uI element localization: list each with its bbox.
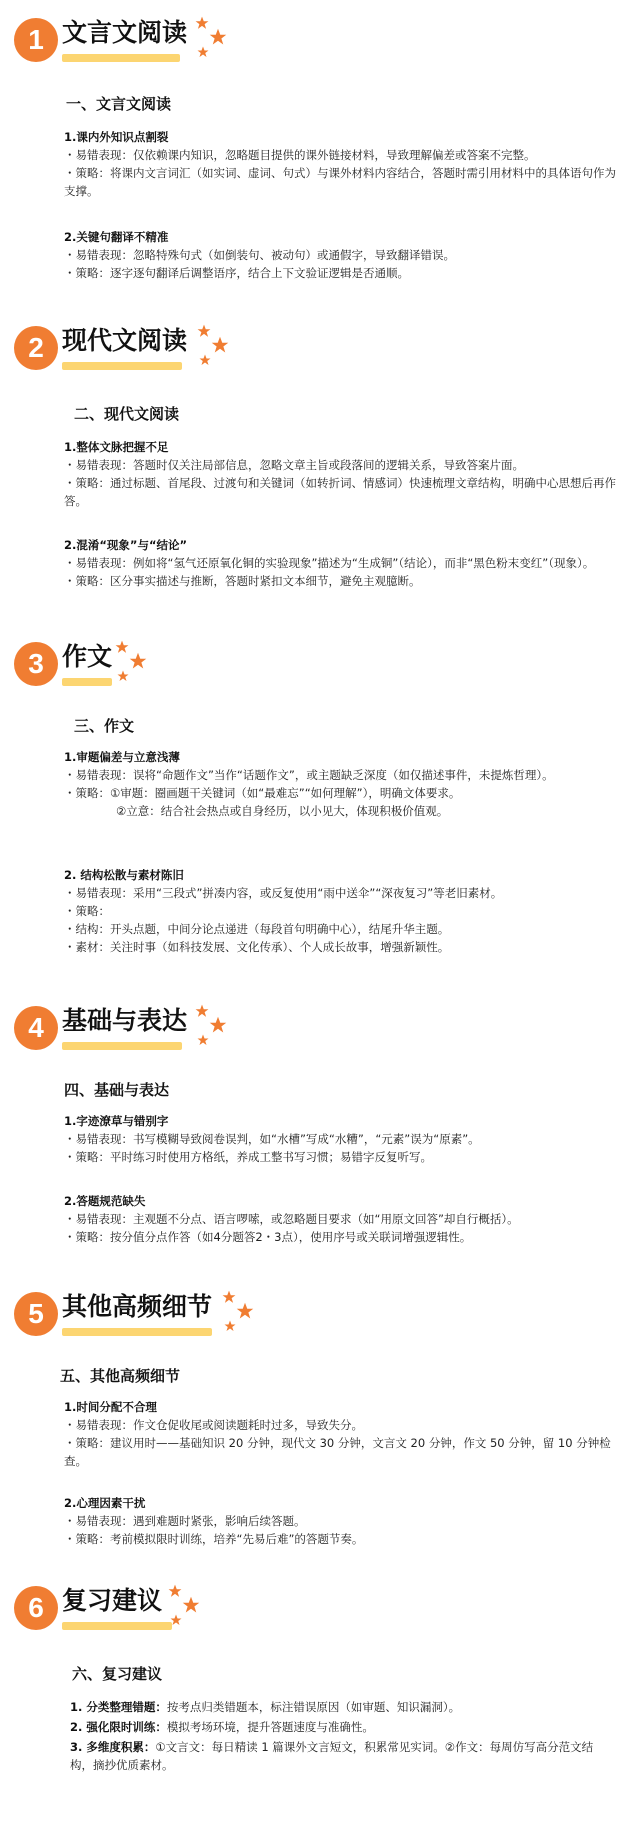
- item-line: ②立意：结合社会热点或自身经历，以小见大，体现积极价值观。: [116, 804, 449, 818]
- title-underline: [62, 678, 112, 686]
- list-item: [64, 1112, 624, 1166]
- subsection-title: 五、其他高频细节: [60, 1367, 181, 1385]
- list-item: [64, 1192, 624, 1246]
- section-number-badge: 6: [14, 1586, 58, 1630]
- summary-item: [70, 1698, 615, 1716]
- item-line: ・易错表现：作文仓促收尾或阅读题耗时过多，导致失分。: [64, 1418, 363, 1432]
- list-item: [64, 536, 624, 590]
- list-item: [64, 866, 624, 956]
- item-heading: 1.整体文脉把握不足: [64, 440, 169, 454]
- summary-label: 2. 强化限时训练：: [70, 1720, 167, 1734]
- list-item: [64, 1398, 624, 1470]
- subsection-title: 一、文言文阅读: [66, 95, 172, 113]
- item-line: ・易错表现：采用“三段式”拼凑内容，或反复使用“雨中送伞”“深夜复习”等老旧素材。: [64, 886, 503, 900]
- section-header: [0, 1284, 640, 1344]
- item-line: ・策略：平时练习时使用方格纸，养成工整书写习惯；易错字反复听写。: [64, 1150, 432, 1164]
- item-heading: 1.课内外知识点割裂: [64, 130, 169, 144]
- summary-text: 按考点归类错题本，标注错误原因（如审题、知识漏洞）。: [166, 1700, 461, 1714]
- stars-icon: [195, 998, 235, 1054]
- list-item: [64, 228, 624, 282]
- item-heading: 1.时间分配不合理: [64, 1400, 157, 1414]
- item-line: ・易错表现：主观题不分点、语言啰嗦，或忽略题目要求（如“用原文回答”却自行概括）。: [64, 1212, 519, 1226]
- section-title: 复习建议: [62, 1586, 163, 1615]
- stars-icon: [195, 10, 235, 66]
- section-number-badge: 1: [14, 18, 58, 62]
- item-line: ・易错表现：遇到难题时紧张，影响后续答题。: [64, 1514, 306, 1528]
- item-heading: 1.字迹潦草与错别字: [64, 1114, 169, 1128]
- item-line: ・易错表现：例如将“氢气还原氧化铜的实验现象”描述为“生成铜”（结论），而非“黑色粉末变红”（现象）。: [64, 556, 595, 570]
- item-line: ・策略：将课内文言词汇（如实词、虚词、句式）与课外材料内容结合，答题时需引用材料中的具体语句作为支撑。: [64, 166, 616, 198]
- item-line: ・易错表现：仅依赖课内知识，忽略题目提供的课外链接材料，导致理解偏差或答案不完整。: [64, 148, 536, 162]
- list-item: [64, 128, 624, 200]
- list-item: [64, 1494, 624, 1548]
- item-line: ・素材：关注时事（如科技发展、文化传承）、个人成长故事，增强新颖性。: [64, 940, 450, 954]
- stars-icon: [168, 1578, 208, 1634]
- section-title: 现代文阅读: [62, 326, 188, 355]
- item-line: ・易错表现：忽略特殊句式（如倒装句、被动句）或通假字，导致翻译错误。: [64, 248, 455, 262]
- summary-text: ①文言文：每日精读 1 篇课外文言短文，积累常见实词。②作文：每周仿写高分范文结构，摘抄优质素材。: [70, 1740, 594, 1772]
- item-line: ・策略：建议用时——基础知识 20 分钟，现代文 30 分钟，文言文 20 分钟，作文 50 分钟，留 10 分钟检查。: [64, 1436, 611, 1468]
- item-line: ・结构：开头点题，中间分论点递进（每段首句明确中心），结尾升华主题。: [64, 922, 450, 936]
- summary-item: [70, 1738, 615, 1774]
- item-line: ・策略：通过标题、首尾段、过渡句和关键词（如转折词、情感词）快速梳理文章结构，明确中心思想后再作答。: [64, 476, 616, 508]
- subsection-title: 六、复习建议: [72, 1665, 163, 1683]
- section-title: 文言文阅读: [62, 18, 188, 47]
- section-title: 基础与表达: [62, 1006, 188, 1035]
- item-line: ・策略：考前模拟限时训练，培养“先易后难”的答题节奏。: [64, 1532, 364, 1546]
- item-heading: 2.混淆“现象”与“结论”: [64, 538, 188, 552]
- section-title: 其他高频细节: [62, 1292, 213, 1321]
- section-number-badge: 5: [14, 1292, 58, 1336]
- item-heading: 2.答题规范缺失: [64, 1194, 146, 1208]
- list-item: [64, 438, 624, 510]
- summary-label: 3. 多维度积累：: [70, 1740, 156, 1754]
- item-heading: 2.关键句翻译不精准: [64, 230, 169, 244]
- item-heading: 2. 结构松散与素材陈旧: [64, 868, 184, 882]
- stars-icon: [222, 1284, 262, 1340]
- summary-item: [70, 1718, 615, 1736]
- title-underline: [62, 1042, 182, 1050]
- subsection-title: 二、现代文阅读: [74, 405, 180, 423]
- item-line: ・策略：: [64, 904, 110, 918]
- section-header: [0, 1578, 640, 1638]
- stars-icon: [115, 634, 155, 690]
- section-header: [0, 10, 640, 70]
- title-underline: [62, 1622, 172, 1630]
- title-underline: [62, 362, 182, 370]
- item-line: ・策略：①审题：圈画题干关键词（如“最难忘”“如何理解”），明确文体要求。: [64, 786, 461, 800]
- stars-icon: [197, 318, 237, 374]
- summary-label: 1. 分类整理错题：: [70, 1700, 167, 1714]
- subsection-title: 三、作文: [74, 717, 135, 735]
- section-number-badge: 2: [14, 326, 58, 370]
- section-title: 作文: [62, 642, 113, 671]
- section-header: [0, 998, 640, 1058]
- item-line: ・易错表现：误将“命题作文”当作“话题作文”，或主题缺乏深度（如仅描述事件，未提炼哲理）。: [64, 768, 554, 782]
- section-header: [0, 634, 640, 694]
- section-number-badge: 3: [14, 642, 58, 686]
- item-line: ・策略：逐字逐句翻译后调整语序，结合上下文验证逻辑是否通顺。: [64, 266, 409, 280]
- item-heading: 2.心理因素干扰: [64, 1496, 146, 1510]
- summary-text: 模拟考场环境，提升答题速度与准确性。: [166, 1720, 374, 1734]
- list-item: [64, 748, 624, 820]
- item-line: ・策略：区分事实描述与推断，答题时紧扣文本细节，避免主观臆断。: [64, 574, 421, 588]
- item-line: ・易错表现：书写模糊导致阅卷误判，如“水槽”写成“水糟”，“元素”误为“原素”。: [64, 1132, 480, 1146]
- item-line: ・易错表现：答题时仅关注局部信息，忽略文章主旨或段落间的逻辑关系，导致答案片面。: [64, 458, 524, 472]
- subsection-title: 四、基础与表达: [64, 1081, 170, 1099]
- item-heading: 1.审题偏差与立意浅薄: [64, 750, 180, 764]
- title-underline: [62, 1328, 212, 1336]
- title-underline: [62, 54, 180, 62]
- item-line: ・策略：按分值分点作答（如4分题答2・3点），使用序号或关联词增强逻辑性。: [64, 1230, 472, 1244]
- section-number-badge: 4: [14, 1006, 58, 1050]
- section-header: [0, 318, 640, 378]
